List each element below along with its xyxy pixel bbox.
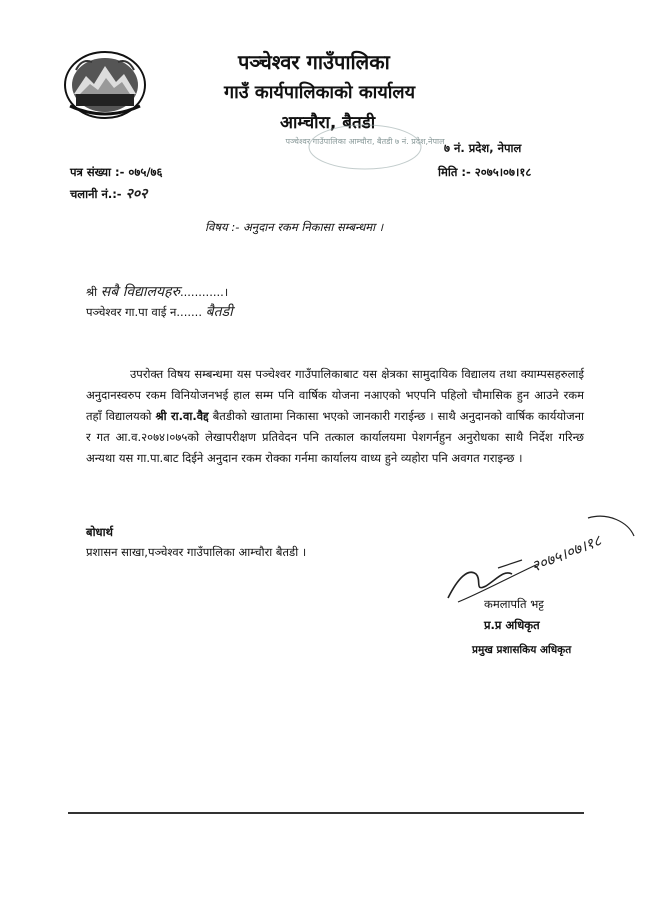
school-name: श्री रा.वा.वैद्द <box>155 409 209 423</box>
municipality-title: पञ्चेश्वर गाउँपालिका <box>238 50 390 74</box>
recipient-ward: पञ्चेश्वर गा.पा वाई न....... <box>86 305 202 319</box>
signatory-role: प्र.प्र अधिकृत <box>484 618 540 632</box>
office-subtitle: गाउँ कार्यपालिकाको कार्यालय <box>224 82 416 103</box>
cc-heading: बोधार्थ <box>86 525 113 539</box>
letter-subject: विषय :- अनुदान रकम निकासा सम्बन्धमा । <box>205 220 384 234</box>
signatory-name: कमलापति भट्ट <box>484 597 544 611</box>
office-seal-stamp <box>285 122 445 172</box>
recipient-line-2 <box>86 302 233 321</box>
office-address: आम्चौरा, बैतडी <box>280 113 376 133</box>
letter-body <box>86 364 584 469</box>
recipient-prefix: श्री <box>86 285 98 299</box>
handwritten-signature <box>438 508 648 608</box>
letter-number: पत्र संख्या :- ०७५/७६ <box>70 165 163 179</box>
recipient-line-1 <box>86 282 228 301</box>
body-part-2: बैतडीको खातामा निकासा भएको जानकारी गराईन्छ । साथै अनुदानको वार्षिक कार्ययोजना र गत आ.व.२०७४।०७५को लेखापरीक्षण प्रतिवेदन पनि तत्काल कार्यालयमा पेशगर्नहुन अनुरोधका साथै निर्देश गरिन्छ अन्यथा यस गा.पा.बाट दिईने अनुदान रकम रोक्का गर्नमा कार्यालय वाध्य हुने व्यहोरा पनि अवगत गराइन्छ । <box>86 409 584 465</box>
nepal-emblem-logo <box>62 48 148 120</box>
recipient-dots: ............। <box>179 285 229 299</box>
signature-date: २०७५।०७।१८ <box>528 531 604 576</box>
cc-recipient: प्रशासन साखा,पञ्चेश्वर गाउँपालिका आम्चौरा बैतडी । <box>86 545 307 559</box>
province-line: ७ नं. प्रदेश, नेपाल <box>444 141 522 155</box>
body-part-1: उपरोक्त विषय सम्बन्धमा यस पञ्चेश्वर गाउँपालिकाबाट यस क्षेत्रका सामुदायिक विद्यालय तथा क्याम्पसहरुलाई अनुदानस्वरुप रकम विनियोजनभई हाल सम्म पनि वार्षिक योजना नआएको भएपनि पहिलो चौमासिक हुन आउने रकम तहाँ विद्यालयको <box>86 367 584 423</box>
dispatch-number <box>70 184 147 203</box>
footer-divider <box>68 812 584 814</box>
dispatch-number-label: चलानी नं.:- <box>70 187 122 201</box>
dispatch-number-handwritten: २०२ <box>125 186 148 202</box>
recipient-handwritten: सबै विद्यालयहरु <box>100 284 180 300</box>
letter-date: मिति :- २०७५।०७।१८ <box>438 165 532 179</box>
seal-text: पञ्चेश्वर गाउँपालिका आम्चौरा, बैतडी ७ नं. प्रदेश,नेपाल <box>285 137 445 146</box>
recipient-location-handwritten: बैतडी <box>205 304 233 320</box>
official-stamp-text: प्रमुख प्रशासकिय अधिकृत <box>472 644 572 656</box>
